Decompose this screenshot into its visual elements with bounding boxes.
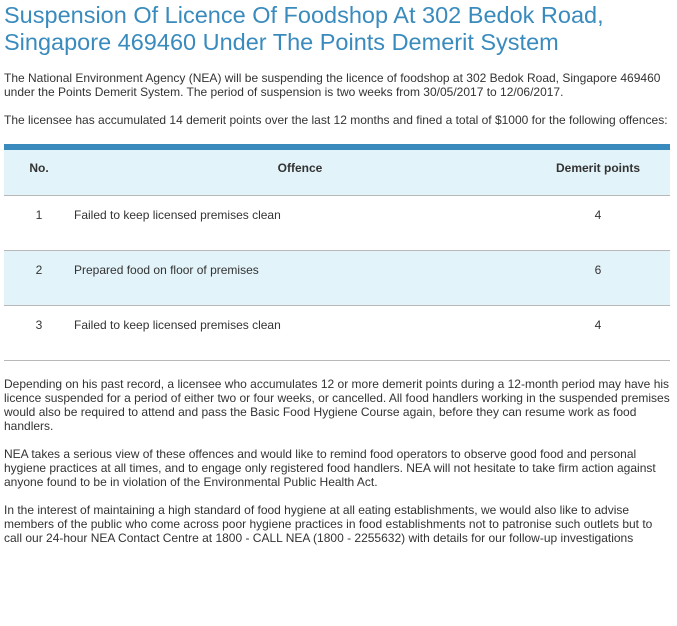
row-points: 6 [526, 250, 670, 305]
page-title: Suspension Of Licence Of Foodshop At 302 Bedok Road, Singapore 469460 Under The Points Demerit System [4, 2, 604, 55]
row-no: 1 [4, 195, 74, 250]
intro-paragraph: The National Environment Agency (NEA) will be suspending the licence of foodshop at 302 Bedok Road, Singapore 469460 under the Points Demerit System. The period of suspension is two weeks from 30/05/2017 to 12/06/2017. [4, 71, 661, 99]
row-points: 4 [526, 195, 670, 250]
public-advice-paragraph: In the interest of maintaining a high standard of food hygiene at all eating establishments, we would also like to advise members of the public who come across poor hygiene practices in food establishments not to patronise such outlets but to call our 24-hour NEA Contact Centre at 1800 - CALL NEA (1800 - 2255632) with details for our follow-up investigations [4, 502, 653, 545]
row-no: 2 [4, 250, 74, 305]
offences-table [4, 144, 670, 361]
header-demerit-points: Demerit points [526, 147, 670, 195]
offences-intro-paragraph: The licensee has accumulated 14 demerit points over the last 12 months and fined a total of $1000 for the following offences: [4, 113, 668, 127]
past-record-paragraph: Depending on his past record, a licensee who accumulates 12 or more demerit points during a 12-month period may have his licence suspended for a period of either two or four weeks, or cancelled. All food handlers working in the suspended premises would also be required to attend and pass the Basic Food Hygiene Course again, before they can resume work as food handlers. [4, 376, 670, 433]
table-row [4, 250, 670, 305]
table-row [4, 305, 670, 360]
row-offence: Prepared food on floor of premises [74, 250, 526, 305]
table-header-row [4, 147, 670, 195]
row-points: 4 [526, 305, 670, 360]
article [4, 0, 670, 545]
header-offence: Offence [74, 147, 526, 195]
header-no: No. [4, 147, 74, 195]
table-row [4, 195, 670, 250]
row-offence: Failed to keep licensed premises clean [74, 195, 526, 250]
reminder-paragraph: NEA takes a serious view of these offences and would like to remind food operators to observe good food and personal hygiene practices at all times, and to engage only registered food handlers. NEA will not hesitate to take firm action against anyone found to be in violation of the Environmental Public Health Act. [4, 446, 656, 489]
row-no: 3 [4, 305, 74, 360]
row-offence: Failed to keep licensed premises clean [74, 305, 526, 360]
